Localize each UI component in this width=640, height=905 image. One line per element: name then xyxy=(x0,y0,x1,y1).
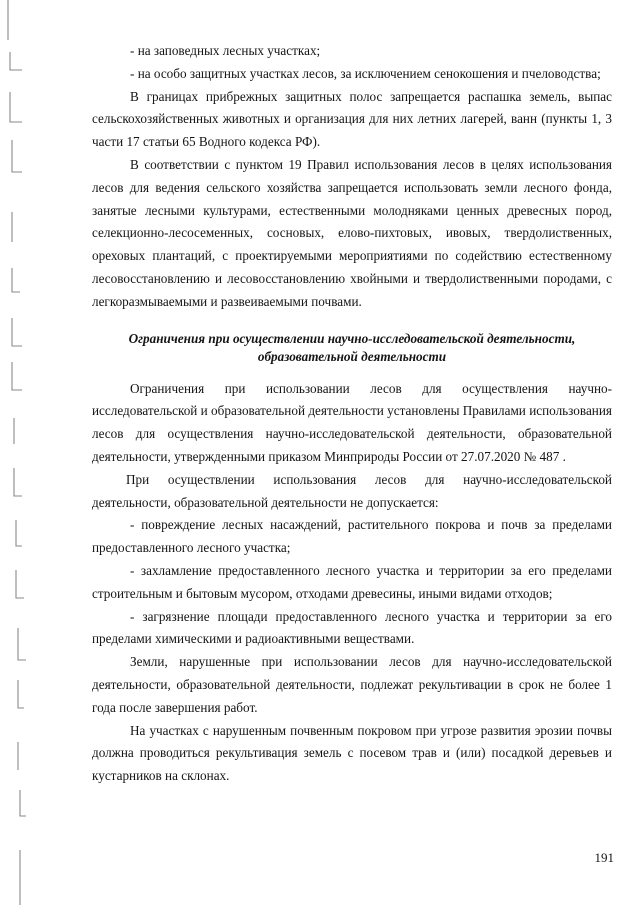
list-item: - захламление предоставленного лесного участка и территории за его пределами строительным и бытовым мусором, отходами древесины, иными видами отходов; xyxy=(92,562,612,601)
list-item: - загрязнение площади предоставленного лесного участка и территории за его пределами химическими и радиоактивными веществами. xyxy=(92,608,612,647)
document-body xyxy=(92,40,612,788)
paragraph: На участках с нарушенным почвенным покровом при угрозе развития эрозии почвы должна проводиться рекультивация земель с посевом трав и (или) посадкой деревьев и кустарников на склонах. xyxy=(92,722,612,784)
paragraph: В соответствии с пунктом 19 Правил использования лесов в целях использования лесов для ведения сельского хозяйства запрещается использовать земли лесного фонда, занятые лесными культурами, естественными молодняками ценных древесных пород, селекционно-лесосеменных, сосновых, елово-пихтовых, ивовых, твердолиственных, ореховых плантаций, с проектируемыми мероприятиями по содействию естественному лесовосстановлению и лесовосстановлению хвойными и твердолиственными породами, с легкоразмываемыми и развеиваемыми почвами. xyxy=(92,156,612,309)
paragraph: При осуществлении использования лесов для научно-исследовательской деятельности, образовательной деятельности не допускается: xyxy=(92,471,612,510)
list-item: - на заповедных лесных участках; xyxy=(130,43,321,58)
section-heading-line-1: Ограничения при осуществлении научно-исследовательской деятельности, xyxy=(128,330,576,346)
section-heading xyxy=(92,330,612,366)
binding-marks xyxy=(0,0,40,905)
paragraph: Ограничения при использовании лесов для осуществления научно-исследовательской и образовательной деятельности установлены Правилами использования лесов для осуществления научно-исследовательской деятельности, образовательной деятельности, утвержденными приказом Минприроды России от 27.07.2020 № 487 . xyxy=(92,380,612,464)
page-number: 191 xyxy=(594,850,614,865)
section-heading-line-2: образовательной деятельности xyxy=(257,348,447,364)
paragraph: В границах прибрежных защитных полос запрещается распашка земель, выпас сельскохозяйственных животных и организация для них летних лагерей, ванн (пункты 1, 3 части 17 статьи 65 Водного кодекса РФ). xyxy=(92,88,612,150)
list-item: - повреждение лесных насаждений, растительного покрова и почв за пределами предоставленного лесного участка; xyxy=(92,517,612,556)
list-item: - на особо защитных участках лесов, за исключением сенокошения и пчеловодства; xyxy=(130,65,601,81)
paragraph: Земли, нарушенные при использовании лесов для научно-исследовательской деятельности, образовательной деятельности, подлежат рекультивации в срок не более 1 года после завершения работ. xyxy=(92,654,612,715)
